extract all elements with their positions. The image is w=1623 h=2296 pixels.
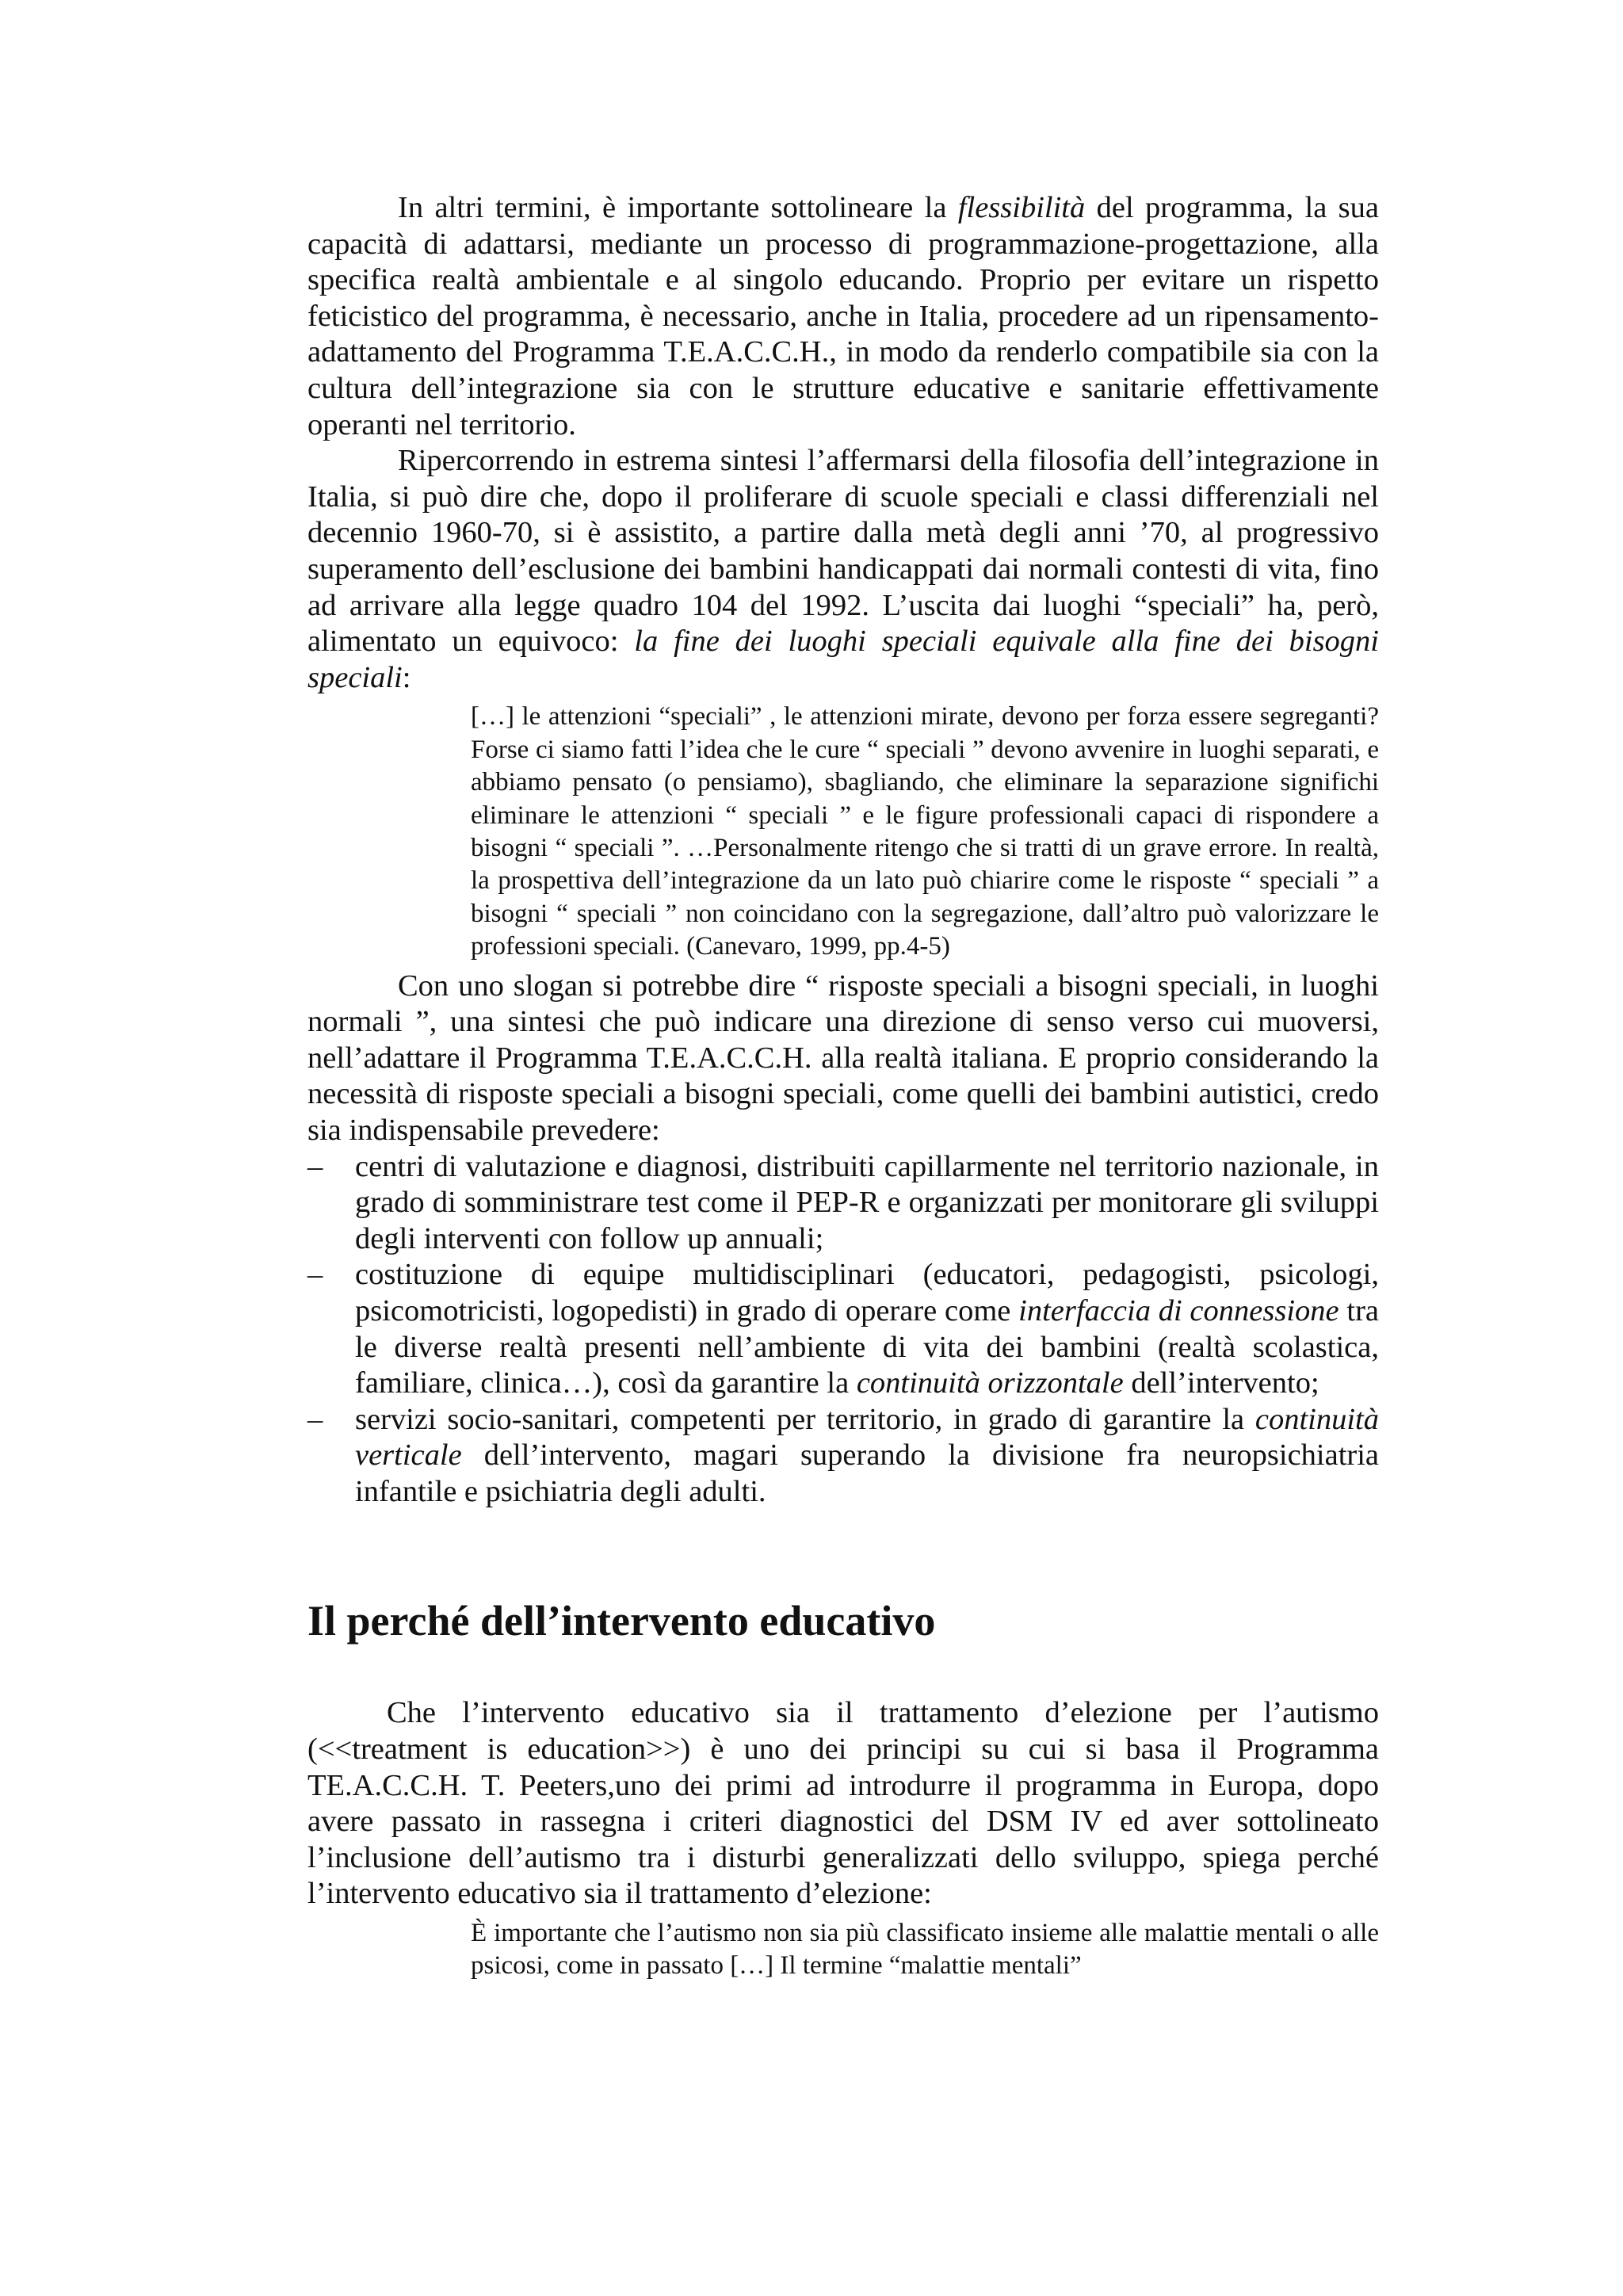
dash-bullet: – [307,1149,323,1183]
document-page [307,190,1379,1988]
block-quote-peeters: È importante che l’autismo non sia più classificato insieme alle malattie mentali o alle psicosi, come in passato […] Il termine “malattie mentali” [471,1919,1379,1981]
emphasis-continuita-orizzontale: continuità orizzontale [856,1366,1124,1400]
list-item [307,1402,1379,1511]
emphasis-interfaccia: interfaccia di connessione [1018,1293,1339,1328]
text-run: costituzione di equipe multidisciplinari (educatori, pedagogisti, psicologi, psicomotricisti, logopedisti) in grado di operare come [355,1258,1379,1328]
paragraph-treatment-education: Che l’intervento educativo sia il trattamento d’elezione per l’autismo (<<treatment is education>>) è uno dei principi su cui si basa il Programma TE.A.C.C.H. T. Peeters,uno dei primi ad introdurre il programma in Europa, dopo avere passato in rassegna i criteri diagnostici del DSM IV ed aver sottolineato l’inclusione dell’autismo tra i disturbi generalizzati dello sviluppo, spiega perché l’intervento educativo sia il trattamento d’elezione: [307,1696,1379,1911]
list-item [307,1257,1379,1401]
section-heading: Il perché dell’intervento educativo [307,1597,936,1645]
emphasis-flessibilita: flessibilità [957,191,1086,224]
list-item [307,1149,1379,1258]
block-quote-canevaro: […] le attenzioni “speciali” , le attenzioni mirate, devono per forza essere segreganti? Forse ci siamo fatti l’idea che le cure “ speciali ” devono avvenire in luoghi separati, e abbiamo pensato (o pensiamo), sbagliando, che eliminare la separazione significhi eliminare le attenzioni “ speciali ” e le figure professionali capaci di rispondere a bisogni “ speciali ”. …Personalmente ritengo che si tratti di un grave errore. In realtà, la prospettiva dell’integrazione da un lato può chiarire come le risposte “ speciali ” a bisogni “ speciali ” non coincidano con la segregazione, dall’altro può valorizzare le professioni speciali. (Canevaro, 1999, pp.4-5) [471,702,1379,961]
emphasis-equivoco: la fine dei luoghi speciali equivale alla fine dei bisogni speciali [307,625,1379,694]
dash-bullet: – [307,1402,323,1436]
paragraph-slogan: Con uno slogan si potrebbe dire “ risposte speciali a bisogni speciali, in luoghi normali ”, una sintesi che può indicare una direzione di senso verso cui muoversi, nell’adattare il Programma T.E.A.C.C.H. alla realtà italiana. E proprio considerando la necessità di risposte speciali a bisogni speciali, come quelli dei bambini autistici, credo sia indispensabile prevedere: [307,968,1379,1147]
text-run: : [402,660,411,694]
text-run: servizi socio-sanitari, competenti per territorio, in grado di garantire la [355,1402,1255,1436]
text-run: Ripercorrendo in estrema sintesi l’affermarsi della filosofia dell’integrazione in Italia, si può dire che, dopo il proliferare di scuole speciali e classi differenziali nel decennio 1960-70, si è assistito, a partire dalla metà degli anni ’70, al progressivo superamento dell’esclusione dei bambini handicappati dai normali contesti di vita, fino ad arrivare alla legge quadro 104 del 1992. L’uscita dai luoghi “speciali” ha, però, alimentato un equivoco: [307,444,1379,659]
dash-bullet: – [307,1258,323,1292]
requirements-list [307,1149,1379,1511]
text-run: In altri termini, è importante sottolineare la [398,191,958,224]
paragraph-integration-history [307,443,1379,696]
paragraph-flexibility [307,190,1379,443]
text-run: del programma, la sua capacità di adattarsi, mediante un processo di programmazione-progettazione, alla specifica realtà ambientale e al singolo educando. Proprio per evitare un rispetto feticistico del programma, è necessario, anche in Italia, procedere ad un ripensamento-adattamento del Programma T.E.A.C.C.H., in modo da renderlo compatibile sia con la cultura dell’integrazione sia con le strutture educative e sanitarie effettivamente operanti nel territorio. [307,191,1379,441]
list-item-text: centri di valutazione e diagnosi, distribuiti capillarmente nel territorio nazionale, in grado di somministrare test come il PEP-R e organizzati per monitorare gli sviluppi degli interventi con follow up annuali; [355,1149,1379,1255]
emphasis-continuita-verticale: continuità verticale [355,1402,1379,1473]
text-run: tra le diverse realtà presenti nell’ambiente di vita dei bambini (realtà scolastica, familiare, clinica…), così da garantire la [355,1293,1380,1400]
text-run: dell’intervento, magari superando la divisione fra neuropsichiatria infantile e psichiatria degli adulti. [355,1438,1379,1508]
text-run: dell’intervento; [1123,1366,1319,1400]
